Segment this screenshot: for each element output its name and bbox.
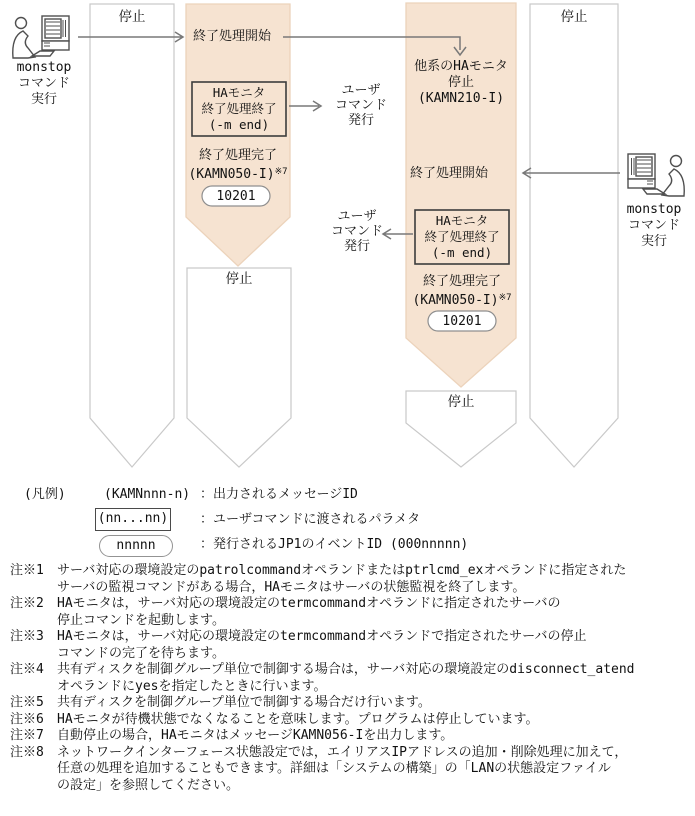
- note-3: 注※3 HAモニタは，サーバ対応の環境設定のtermcommandオペランドで指定されたサーバの停止 コマンドの完了を待ちます。: [10, 629, 587, 661]
- lane1-box-text: HAモニタ 終了処理終了 (-m end): [201, 85, 277, 132]
- lane2-start-label: 終了処理開始: [410, 166, 489, 181]
- legend-title: (凡例): [24, 487, 66, 502]
- lane-right-stop-label: 停止: [560, 9, 588, 25]
- lane1-stop-label: 停止: [225, 271, 253, 287]
- lane-left-stop-label: 停止: [118, 9, 146, 25]
- lane2-box-text: HAモニタ 終了処理終了 (-m end): [424, 213, 500, 260]
- lane-left-stop: [90, 4, 174, 467]
- legend-desc-message-id: ：出力されるメッセージID: [200, 487, 358, 502]
- lane-right-stop: [530, 4, 618, 467]
- lane1-stop-box: [187, 268, 291, 467]
- right-user-computer-icon: [628, 154, 684, 196]
- note-1: 注※1 サーバ対応の環境設定のpatrolcommandオペランドまたはptrlcmd_exオペランドに指定された サーバの監視コマンドがある場合，HAモニタはサーバの状態監視を終了します。: [10, 563, 627, 595]
- note7-ref: ※7: [274, 167, 288, 177]
- note-8: 注※8 ネットワークインターフェース状態設定では，エイリアスIPアドレスの追加・削除処理に加えて， 任意の処理を追加することもできます。詳細は「システムの構築」の「LANの状態設定ファイル の設定」を参照してください。: [10, 744, 628, 793]
- lane2-complete-text: 終了処理完了 (KAMN050-I)$^{※7}$: [412, 274, 512, 308]
- note-7: 注※7 自動停止の場合，HAモニタはメッセージKAMN056-Iを出力します。: [10, 728, 454, 743]
- legend-desc-event-id: ：発行されるJP1のイベントID (000nnnnn): [200, 537, 469, 552]
- lane1-complete-text: 終了処理完了 (KAMN050-I)$^{※7}$: [188, 148, 288, 182]
- right-actor-label: monstop コマンド 実行: [626, 202, 682, 249]
- arrow-lane1-to-usercmd: [289, 101, 321, 111]
- lane1-event-id: 10201: [216, 189, 256, 204]
- legend-sample-message-id: (KAMNnnn-n): [104, 487, 191, 502]
- left-actor-label: monstop コマンド 実行: [16, 60, 72, 107]
- footnotes: [10, 563, 690, 794]
- left-user-computer-icon: [13, 16, 69, 58]
- note7-ref: ※7: [498, 293, 512, 303]
- note-4: 注※4 共有ディスクを制御グループ単位で制御する場合は，サーバ対応の環境設定のdisconnect_atend オペランドにyesを指定したときに行います。: [10, 662, 635, 694]
- user-command-issue-2: ユーザ コマンド 発行: [330, 209, 383, 254]
- legend-desc-parameter: ：ユーザコマンドに渡されるパラメタ: [200, 512, 421, 527]
- legend-sample-event-id: nnnnn: [99, 535, 173, 557]
- note-5: 注※5 共有ディスクを制御グループ単位で制御する場合だけ行います。: [10, 695, 431, 710]
- lane2-event-id: 10201: [442, 314, 482, 329]
- note-2: 注※2 HAモニタは，サーバ対応の環境設定のtermcommandオペランドに指定されたサーバの 停止コマンドを起動します。: [10, 596, 561, 628]
- legend-sample-parameter: (nn...nn): [95, 508, 171, 531]
- note-6: 注※6 HAモニタが待機状態でなくなることを意味します。プログラムは停止しています。: [10, 711, 539, 727]
- user-command-issue-1: ユーザ コマンド 発行: [334, 83, 387, 128]
- lane2-other-system-text: 他系のHAモニタ 停止 (KAMN210-I): [414, 59, 508, 106]
- lane2-stop-label: 停止: [447, 394, 475, 410]
- lane1-start-label: 終了処理開始: [193, 29, 272, 44]
